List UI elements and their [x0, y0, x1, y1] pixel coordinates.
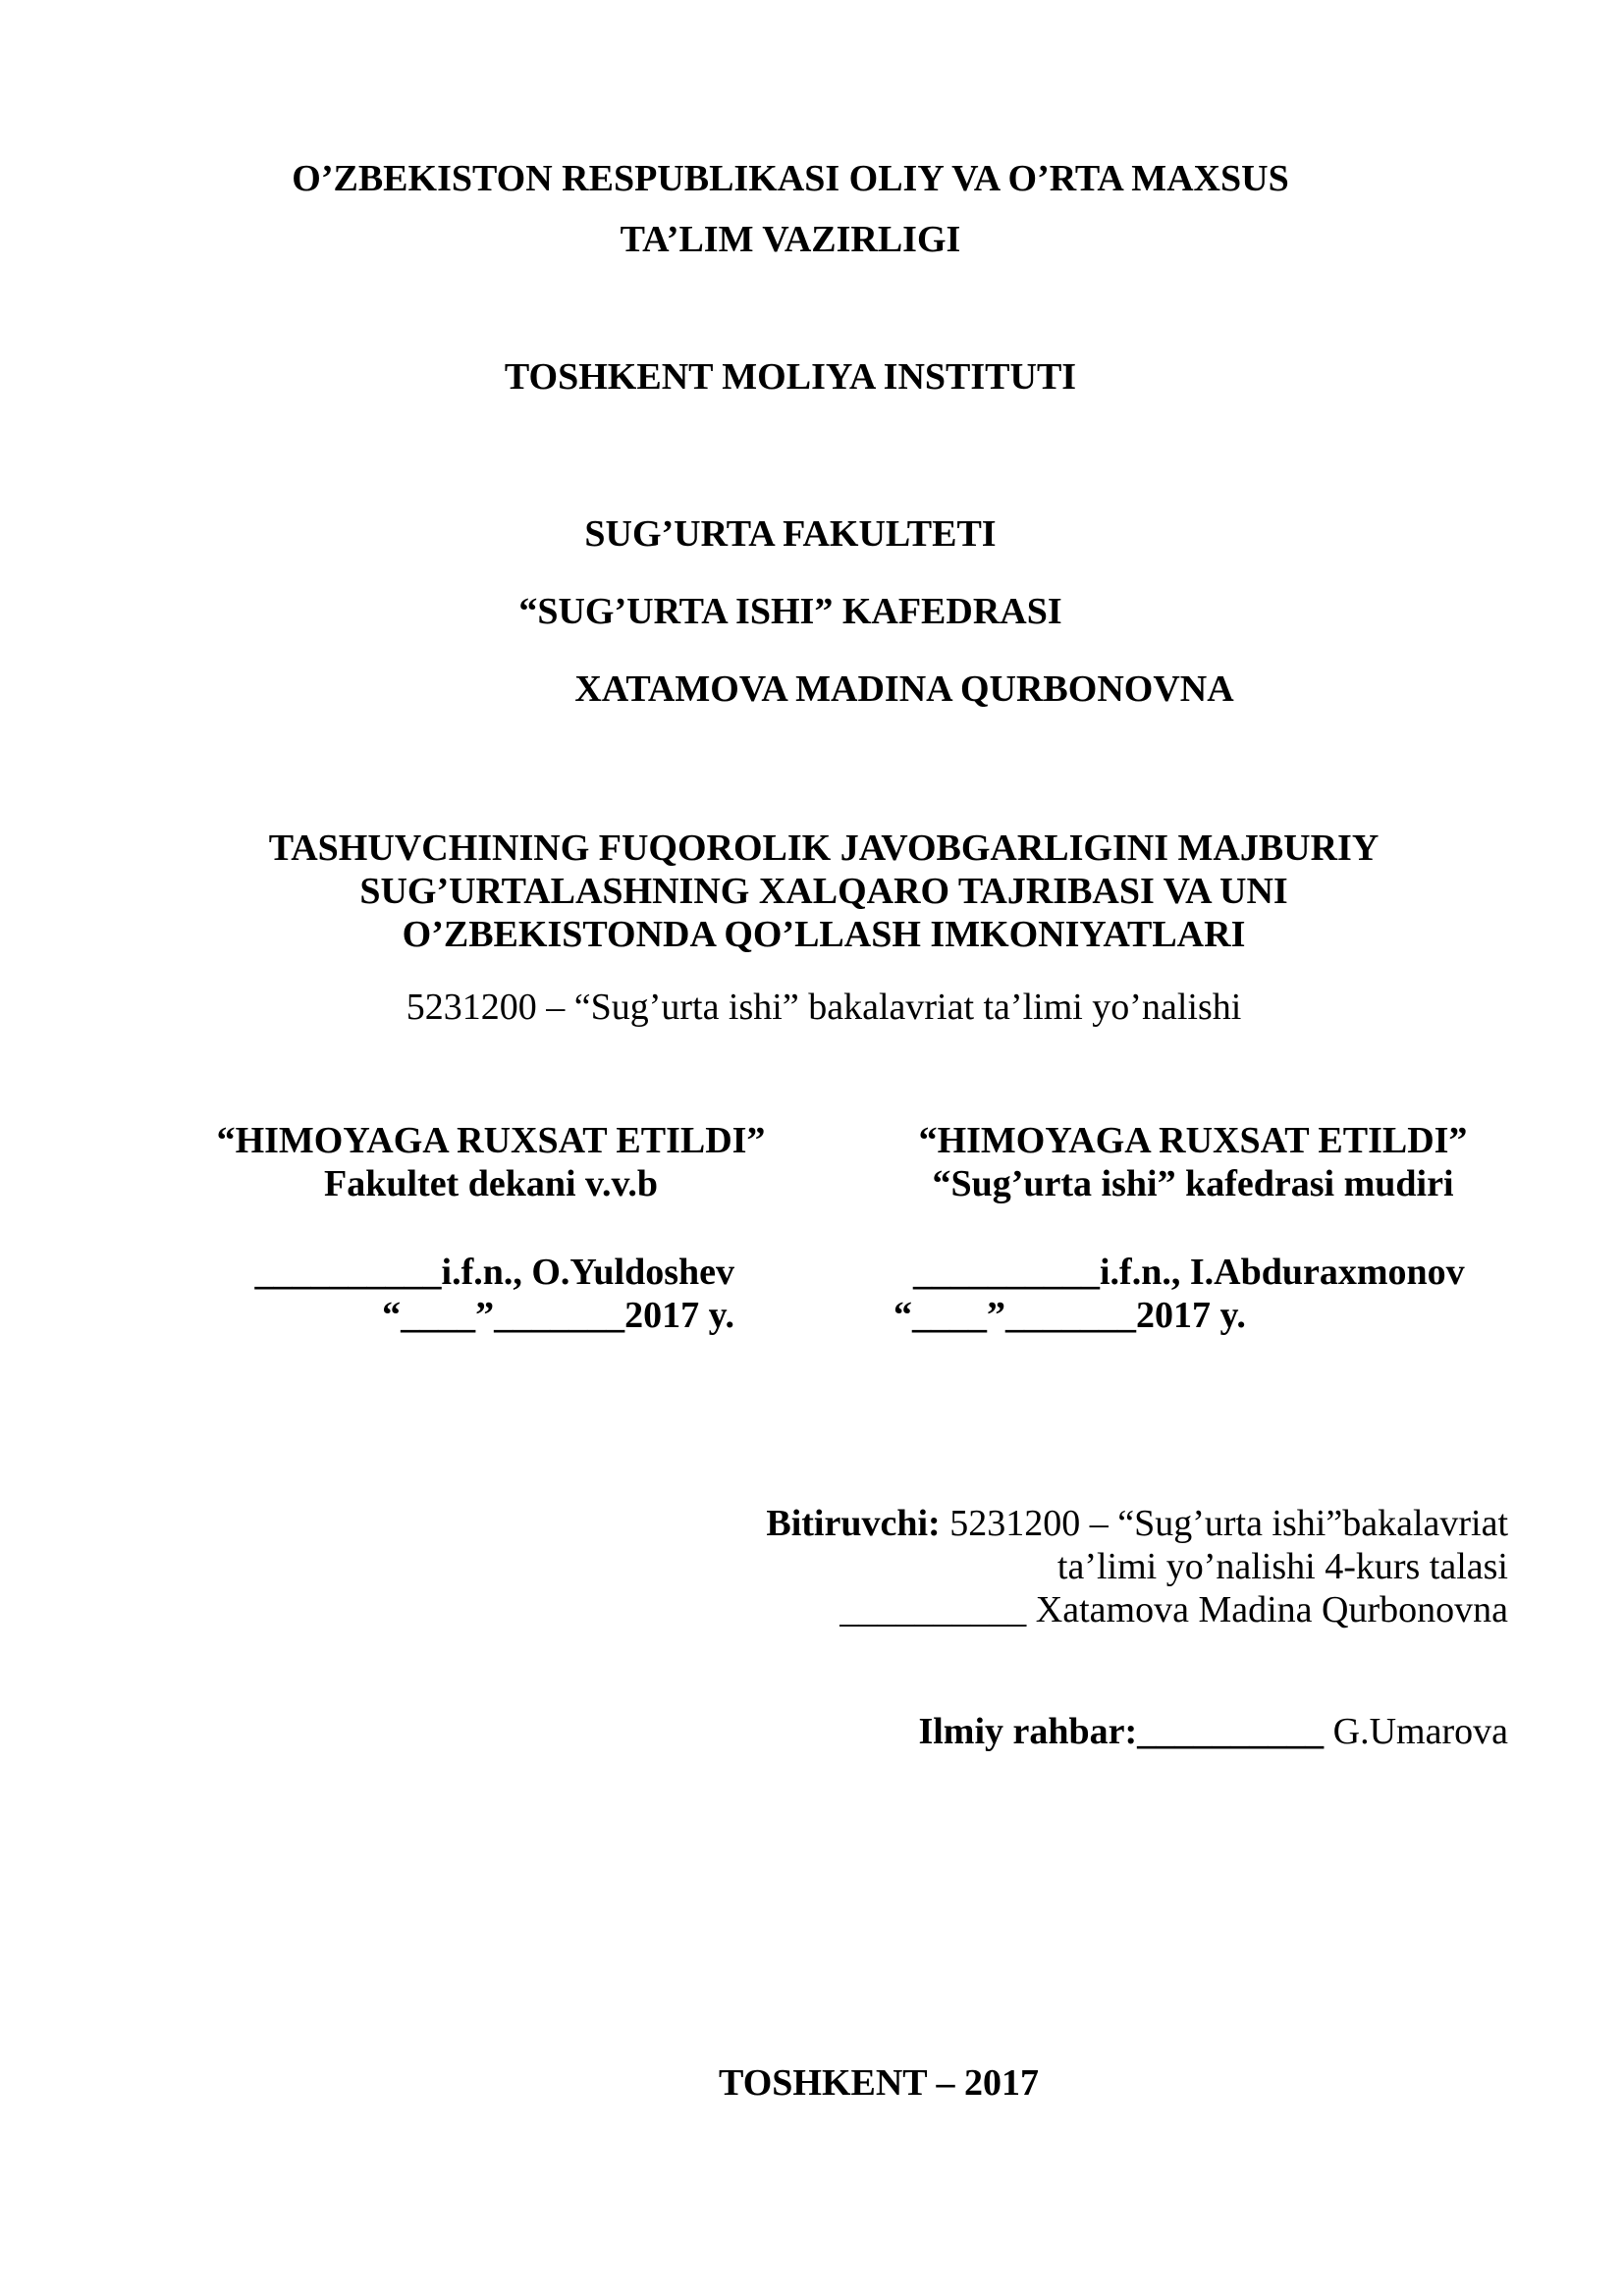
approval-right-date: “____”_______2017 y.	[893, 1295, 1246, 1336]
graduate-line-1	[766, 1502, 1508, 1545]
department-name: “SUG’URTA ISHI” KAFEDRASI	[518, 591, 1062, 632]
institute-name: TOSHKENT MOLIYA INSTITUTI	[504, 356, 1077, 398]
graduate-line-2: ta’limi yo’nalishi 4-kurs talasi	[1056, 1546, 1508, 1587]
approval-right-signature: __________i.f.n., I.Abduraxmonov	[913, 1252, 1465, 1293]
approval-left-date: “____”_______2017 y.	[382, 1295, 734, 1336]
author-name: XATAMOVA MADINA QURBONOVNA	[574, 668, 1234, 710]
ministry-line-2: TA’LIM VAZIRLIGI	[620, 219, 961, 260]
approval-left-heading: “HIMOYAGA RUXSAT ETILDI”	[216, 1120, 766, 1161]
footer-city-year: TOSHKENT – 2017	[719, 2062, 1039, 2104]
graduate-label: Bitiruvchi:	[766, 1503, 941, 1544]
supervisor-label: Ilmiy rahbar:__________	[918, 1711, 1325, 1752]
thesis-title-line-1: TASHUVCHINING FUQOROLIK JAVOBGARLIGINI MAJBURIY	[268, 828, 1380, 869]
thesis-title-line-2: SUG’URTALASHNING XALQARO TAJRIBASI VA UNI	[359, 871, 1288, 912]
graduate-program: 5231200 – “Sug’urta ishi”bakalavriat	[940, 1503, 1508, 1544]
specialty-line: 5231200 – “Sug’urta ishi” bakalavriat ta’limi yo’nalishi	[406, 987, 1242, 1028]
faculty-name: SUG’URTA FAKULTETI	[584, 513, 997, 555]
approval-right-position: “Sug’urta ishi” kafedrasi mudiri	[932, 1163, 1454, 1204]
approval-right-heading: “HIMOYAGA RUXSAT ETILDI”	[918, 1120, 1468, 1161]
ministry-line-1: O’ZBEKISTON RESPUBLIKASI OLIY VA O’RTA MAXSUS	[292, 158, 1289, 199]
supervisor-name: G.Umarova	[1324, 1711, 1508, 1752]
thesis-title-line-3: O’ZBEKISTONDA QO’LLASH IMKONIYATLARI	[402, 914, 1246, 955]
approval-left-position: Fakultet dekani v.v.b	[324, 1163, 658, 1204]
graduate-line-3: __________ Xatamova Madina Qurbonovna	[839, 1589, 1508, 1630]
supervisor-line	[918, 1710, 1508, 1753]
approval-left-signature: __________i.f.n., O.Yuldoshev	[254, 1252, 734, 1293]
